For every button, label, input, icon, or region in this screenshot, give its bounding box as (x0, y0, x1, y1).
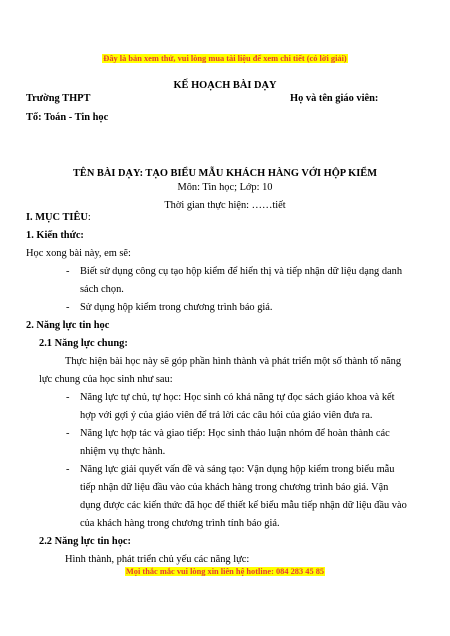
general-item-2-line-2: nhiệm vụ thực hành. (80, 446, 166, 457)
bullet-dash: - (66, 302, 70, 313)
hotline-banner-bottom: Mọi thắc mắc vui lòng xin liên hệ hotline: 084 283 45 85 (125, 567, 325, 576)
subject-grade: Môn: Tin học; Lớp: 10 (177, 182, 273, 193)
knowledge-item-1-line-2: sách chọn. (80, 284, 124, 295)
section-objectives-heading (26, 211, 91, 224)
general-intro-line-2: lực chung của học sinh như sau: (39, 374, 173, 385)
lesson-duration: Thời gian thực hiện: ……tiết (164, 200, 286, 211)
general-item-3-line-1: Năng lực giải quyết vấn đề và sáng tạo: Vận dụng hộp kiểm trong biểu mẫu (80, 464, 395, 475)
department-name: Tổ: Toán - Tin học (26, 112, 109, 123)
section-objectives-colon: : (87, 212, 91, 223)
bullet-dash: - (66, 464, 70, 475)
knowledge-heading: 1. Kiến thức: (26, 230, 84, 241)
bullet-dash: - (66, 428, 70, 439)
section-objectives-title: I. MỤC TIÊU (26, 212, 88, 223)
bullet-dash: - (66, 266, 70, 277)
knowledge-intro: Học xong bài này, em sẽ: (26, 248, 131, 259)
competence-heading: 2. Năng lực tin học (26, 320, 110, 331)
general-item-3-line-4: của khách hàng trong chương trình tính báo giá. (80, 518, 280, 529)
general-item-3-line-2: tiếp nhận dữ liệu đầu vào của khách hàng trong chương trình báo giá. Vận (80, 482, 389, 493)
lesson-title: TÊN BÀI DẠY: TẠO BIỂU MẪU KHÁCH HÀNG VỚI HỘP KIỂM (72, 168, 378, 179)
general-competence-heading: 2.1 Năng lực chung: (39, 338, 128, 349)
general-item-1-line-2: hợp với gợi ý của giáo viên để trả lời các câu hỏi của giáo viên đưa ra. (80, 410, 373, 421)
knowledge-item-1-line-1: Biết sử dụng công cụ tạo hộp kiểm để hiển thị và tiếp nhận dữ liệu dạng danh (80, 266, 403, 277)
knowledge-item-2-line-1: Sử dụng hộp kiểm trong chương trình báo giá. (80, 302, 273, 313)
document-title: KẾ HOẠCH BÀI DẠY (173, 80, 277, 91)
general-item-3-line-3: dụng được các kiến thức đã học để thiết kế biểu mẫu tiếp nhận dữ liệu đầu vào (80, 500, 407, 511)
school-name: Trường THPT (26, 93, 91, 104)
it-competence-intro: Hình thành, phát triển chủ yếu các năng lực: (65, 554, 250, 565)
preview-banner-top: Đây là bản xem thử, vui lòng mua tài liệu để xem chi tiết (có lời giải) (103, 54, 347, 63)
general-item-2-line-1: Năng lực hợp tác và giao tiếp: Học sinh thảo luận nhóm để hoàn thành các (80, 428, 390, 439)
bullet-dash: - (66, 392, 70, 403)
general-item-1-line-1: Năng lực tự chủ, tự học: Học sinh có khả năng tự đọc sách giáo khoa và kết (80, 392, 395, 403)
general-intro-line-1: Thực hiện bài học này sẽ góp phần hình thành và phát triển một số thành tố năng (65, 356, 402, 367)
teacher-name-label: Họ và tên giáo viên: (290, 93, 379, 104)
it-competence-heading: 2.2 Năng lực tin học: (39, 536, 131, 547)
